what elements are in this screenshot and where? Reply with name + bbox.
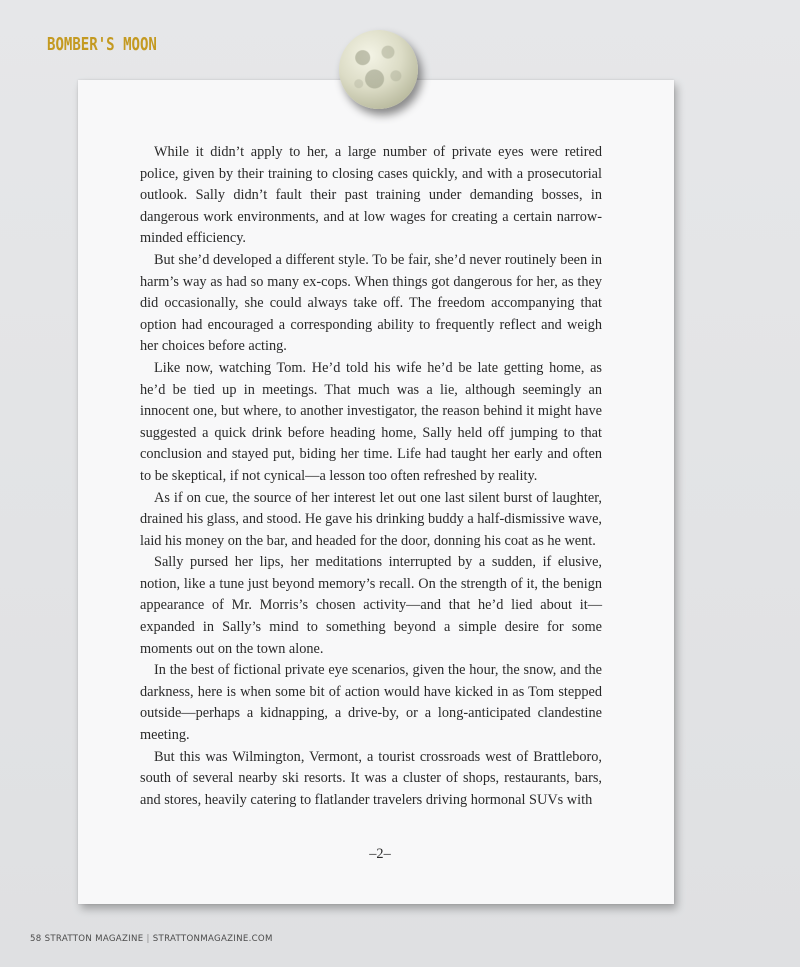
paragraph: Like now, watching Tom. He’d told his wife he’d be late getting home, as he’d be tied up in meetings. That much was a lie, although seemingly an innocent one, but where, to another investigator, the reason behind it might have suggested a quick drink before heading home, Sally held off jumping to that conclusion and stayed put, biding her time. Life had taught her early and often to be skeptical, if not cynical—a lesson too often refreshed by reality. [140,359,602,484]
story-page-number: –2– [369,846,391,862]
paragraph: As if on cue, the source of her interest let out one last silent burst of laughter, drained his glass, and stood. He gave his drinking buddy a half-dismissive wave, laid his money on the bar, and headed for the door, donning his coat as he went. [140,489,602,549]
magazine-footer [30,934,273,944]
paragraph: While it didn’t apply to her, a large number of private eyes were retired police, given by their training to closing cases quickly, and with a prosecutorial outlook. Sally didn’t fault their past training under demanding bosses, in dangerous work environments, and at low wages for creating a certain narrow-minded efficiency. [140,144,602,247]
section-title: BOMBER'S MOON [47,34,157,55]
full-moon-icon [339,30,418,109]
story-body [140,142,602,811]
footer-publication: STRATTON MAGAZINE [44,934,144,944]
paragraph: Sally pursed her lips, her meditations interrupted by a sudden, if elusive, notion, like a tune just beyond memory’s recall. On the strength of it, the benign appearance of Mr. Morris’s chosen activity—and that he’d lied about it—expanded in Sally’s mind to something beyond a simple desire for some moments out on the town alone. [140,554,602,657]
paragraph: But she’d developed a different style. To be fair, she’d never routinely been in harm’s way as had so many ex-cops. When things got dangerous for her, as they did occasionally, she could always take off. The freedom accompanying that option had encouraged a corresponding ability to frequently reflect and weigh her choices before acting. [140,251,602,355]
footer-website[interactable]: STRATTONMAGAZINE.COM [152,934,273,944]
footer-page-number: 58 [30,934,42,944]
paragraph: In the best of fictional private eye scenarios, given the hour, the snow, and the darkness, here is when some bit of action would have kicked in as Tom stepped outside—perhaps a kidnapping, a drive-by, or a long-anticipated clandestine meeting. [140,662,602,744]
paragraph: But this was Wilmington, Vermont, a tourist crossroads west of Brattleboro, south of several nearby ski resorts. It was a cluster of shops, restaurants, bars, and stores, heavily catering to flatlander travelers driving hormonal SUVs with [140,748,602,808]
footer-separator: | [146,934,150,944]
